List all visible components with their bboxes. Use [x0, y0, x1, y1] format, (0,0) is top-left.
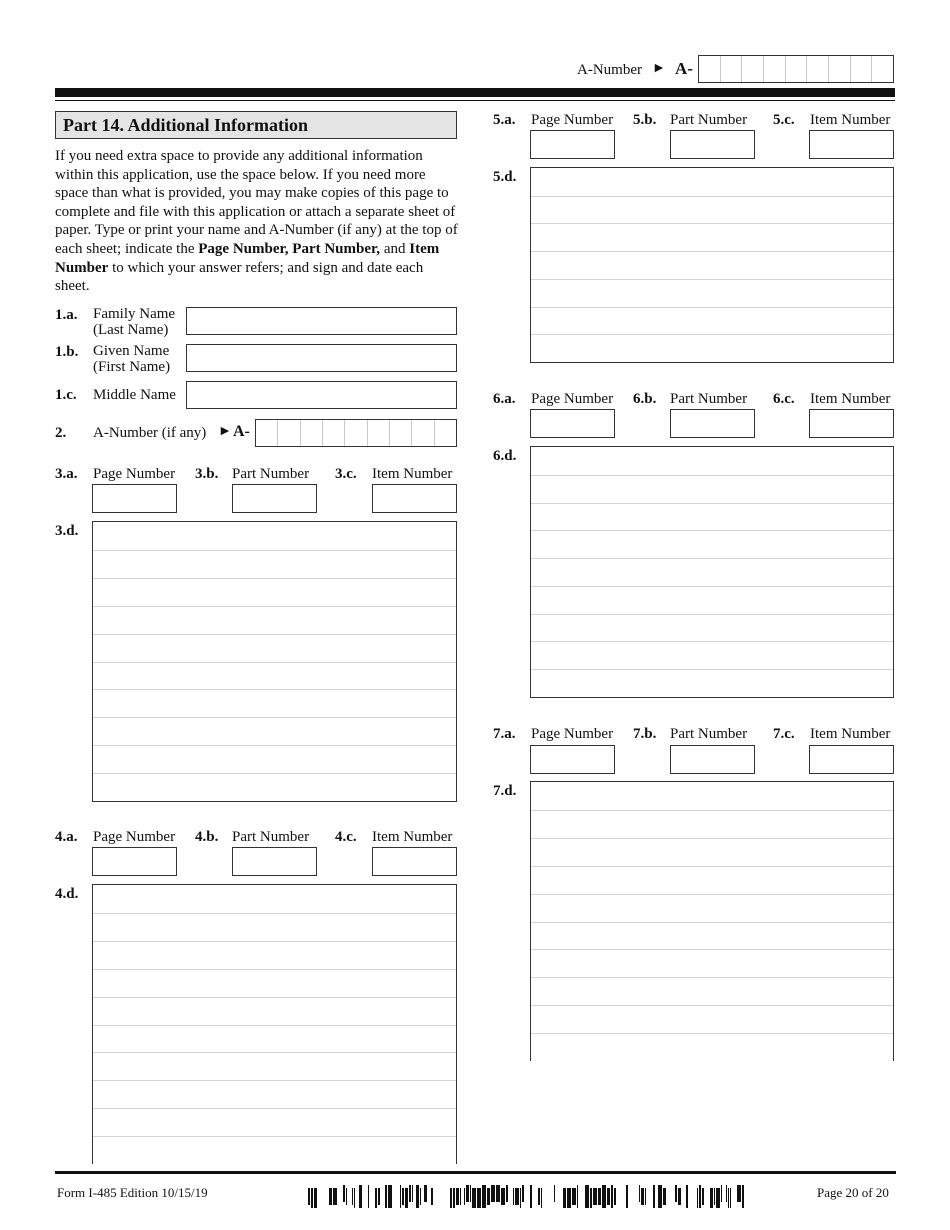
item-3d-textarea[interactable]: [92, 521, 457, 802]
a-number-input[interactable]: [255, 419, 457, 447]
ruled-line: [93, 634, 456, 635]
item-3b-part-input[interactable]: [232, 484, 317, 513]
ruled-line: [531, 475, 893, 476]
item-3b-number: 3.b.: [195, 466, 219, 482]
part-title: Part 14. Additional Information: [55, 111, 457, 139]
item-5d-number: 5.d.: [493, 169, 517, 185]
item-5d-textarea[interactable]: [530, 167, 894, 363]
item-7a-page-input[interactable]: [530, 745, 615, 774]
ruled-line: [531, 530, 893, 531]
item-5b-label: Part Number: [670, 112, 748, 128]
ruled-line: [531, 334, 893, 335]
item-6d-textarea[interactable]: [530, 446, 894, 698]
item-6a-number: 6.a.: [493, 391, 516, 407]
instructions: [55, 147, 460, 296]
ruled-line: [93, 1136, 456, 1137]
instructions-bold-2: Item Number: [55, 240, 440, 276]
item-3c-label: Item Number: [372, 466, 453, 482]
ruled-line: [93, 662, 456, 663]
item-1b-number: 1.b.: [55, 344, 79, 360]
item-3c-item-input[interactable]: [372, 484, 457, 513]
item-5b-part-input[interactable]: [670, 130, 755, 159]
item-6a-page-input[interactable]: [530, 409, 615, 438]
ruled-line: [93, 606, 456, 607]
item-1b-label: [93, 343, 170, 375]
ruled-line: [93, 717, 456, 718]
item-7b-number: 7.b.: [633, 726, 657, 742]
item-3c-number: 3.c.: [335, 466, 357, 482]
middle-name-input[interactable]: [186, 381, 457, 409]
ruled-line: [93, 1080, 456, 1081]
instructions-text-1: If you need extra space to provide any additional information within this application, use the space below. If you need more space than what is provided, you may make copies of this page to complete and file with this application or attach a separate sheet of paper. Type or print your name and A-Number (if any) at the top of each sheet; indicate the: [55, 148, 458, 257]
ruled-line: [531, 669, 893, 670]
instructions-text-2: and: [380, 240, 410, 257]
given-name-input[interactable]: [186, 344, 457, 372]
item-6b-number: 6.b.: [633, 391, 657, 407]
item-4b-part-input[interactable]: [232, 847, 317, 876]
item-4b-number: 4.b.: [195, 829, 219, 845]
ruled-line: [93, 1052, 456, 1053]
item-5a-label: Page Number: [531, 112, 614, 128]
item-7a-label: Page Number: [531, 726, 614, 742]
ruled-line: [93, 941, 456, 942]
item-4a-label: Page Number: [93, 829, 176, 845]
ruled-line: [531, 810, 893, 811]
item-5c-label: Item Number: [810, 112, 891, 128]
item-4d-number: 4.d.: [55, 886, 79, 902]
barcode-icon: [308, 1185, 744, 1208]
ruled-line: [531, 922, 893, 923]
item-6d-number: 6.d.: [493, 448, 517, 464]
ruled-line: [531, 866, 893, 867]
ruled-line: [531, 977, 893, 978]
instructions-bold-1: Page Number, Part Number,: [198, 240, 381, 257]
item-3a-number: 3.a.: [55, 466, 78, 482]
item-7c-number: 7.c.: [773, 726, 795, 742]
header-a-number-input[interactable]: [698, 55, 894, 83]
ruled-line: [93, 550, 456, 551]
ruled-line: [531, 196, 893, 197]
item-7d-number: 7.d.: [493, 783, 517, 799]
item-1c-number: 1.c.: [55, 387, 77, 403]
item-1a-number: 1.a.: [55, 307, 78, 323]
item-2-a-prefix: A-: [233, 423, 250, 440]
footer-page-number: Page 20 of 20: [817, 1185, 889, 1200]
item-7c-label: Item Number: [810, 726, 891, 742]
item-6c-item-input[interactable]: [809, 409, 894, 438]
item-1a-label: [93, 306, 175, 338]
ruled-line: [531, 894, 893, 895]
item-4b-label: Part Number: [232, 829, 310, 845]
item-5a-page-input[interactable]: [530, 130, 615, 159]
item-6b-part-input[interactable]: [670, 409, 755, 438]
ruled-line: [531, 279, 893, 280]
ruled-line: [93, 1025, 456, 1026]
item-1c-label: Middle Name: [93, 387, 176, 403]
ruled-line: [93, 578, 456, 579]
ruled-line: [531, 586, 893, 587]
item-5c-item-input[interactable]: [809, 130, 894, 159]
item-7b-part-input[interactable]: [670, 745, 755, 774]
header-arrow-icon: ►: [652, 61, 666, 76]
header-rule: [55, 88, 895, 97]
item-1a-label-line1: Family Name: [93, 306, 176, 322]
ruled-line: [531, 1005, 893, 1006]
item-5b-number: 5.b.: [633, 112, 657, 128]
header-rule-thin: [55, 100, 895, 101]
footer-rule: [55, 1171, 896, 1174]
item-7d-textarea[interactable]: [530, 781, 894, 1061]
item-6c-number: 6.c.: [773, 391, 795, 407]
ruled-line: [531, 641, 893, 642]
item-6b-label: Part Number: [670, 391, 748, 407]
item-5a-number: 5.a.: [493, 112, 516, 128]
item-7a-number: 7.a.: [493, 726, 516, 742]
item-3d-number: 3.d.: [55, 523, 79, 539]
ruled-line: [531, 503, 893, 504]
item-4a-page-input[interactable]: [92, 847, 177, 876]
item-6a-label: Page Number: [531, 391, 614, 407]
item-2-label: A-Number (if any): [93, 425, 207, 441]
ruled-line: [531, 949, 893, 950]
item-4c-item-input[interactable]: [372, 847, 457, 876]
item-1a-label-line2: (Last Name): [93, 322, 169, 338]
ruled-line: [93, 997, 456, 998]
ruled-line: [531, 838, 893, 839]
item-7c-item-input[interactable]: [809, 745, 894, 774]
ruled-line: [93, 773, 456, 774]
item-1b-label-line2: (First Name): [93, 359, 171, 375]
ruled-line: [93, 1108, 456, 1109]
family-name-input[interactable]: [186, 307, 457, 335]
item-3a-page-input[interactable]: [92, 484, 177, 513]
item-2-arrow-icon: ►: [218, 424, 232, 439]
ruled-line: [531, 614, 893, 615]
ruled-line: [531, 307, 893, 308]
footer-form-edition: Form I-485 Edition 10/15/19: [57, 1185, 208, 1200]
instructions-text-3: to which your answer refers; and sign and date each sheet.: [55, 259, 424, 295]
ruled-line: [531, 251, 893, 252]
item-4c-label: Item Number: [372, 829, 453, 845]
item-4c-number: 4.c.: [335, 829, 357, 845]
item-5c-number: 5.c.: [773, 112, 795, 128]
ruled-line: [531, 558, 893, 559]
ruled-line: [93, 969, 456, 970]
item-4a-number: 4.a.: [55, 829, 78, 845]
ruled-line: [93, 913, 456, 914]
item-4d-textarea[interactable]: [92, 884, 457, 1164]
item-3b-label: Part Number: [232, 466, 310, 482]
header-a-prefix: A-: [675, 59, 693, 78]
item-7b-label: Part Number: [670, 726, 748, 742]
item-3a-label: Page Number: [93, 466, 176, 482]
header-a-number-label: A-Number: [577, 62, 642, 78]
item-1b-label-line1: Given Name: [93, 343, 170, 359]
ruled-line: [531, 1033, 893, 1034]
ruled-line: [531, 223, 893, 224]
item-6c-label: Item Number: [810, 391, 891, 407]
item-2-number: 2.: [55, 425, 67, 441]
ruled-line: [93, 745, 456, 746]
ruled-line: [93, 689, 456, 690]
